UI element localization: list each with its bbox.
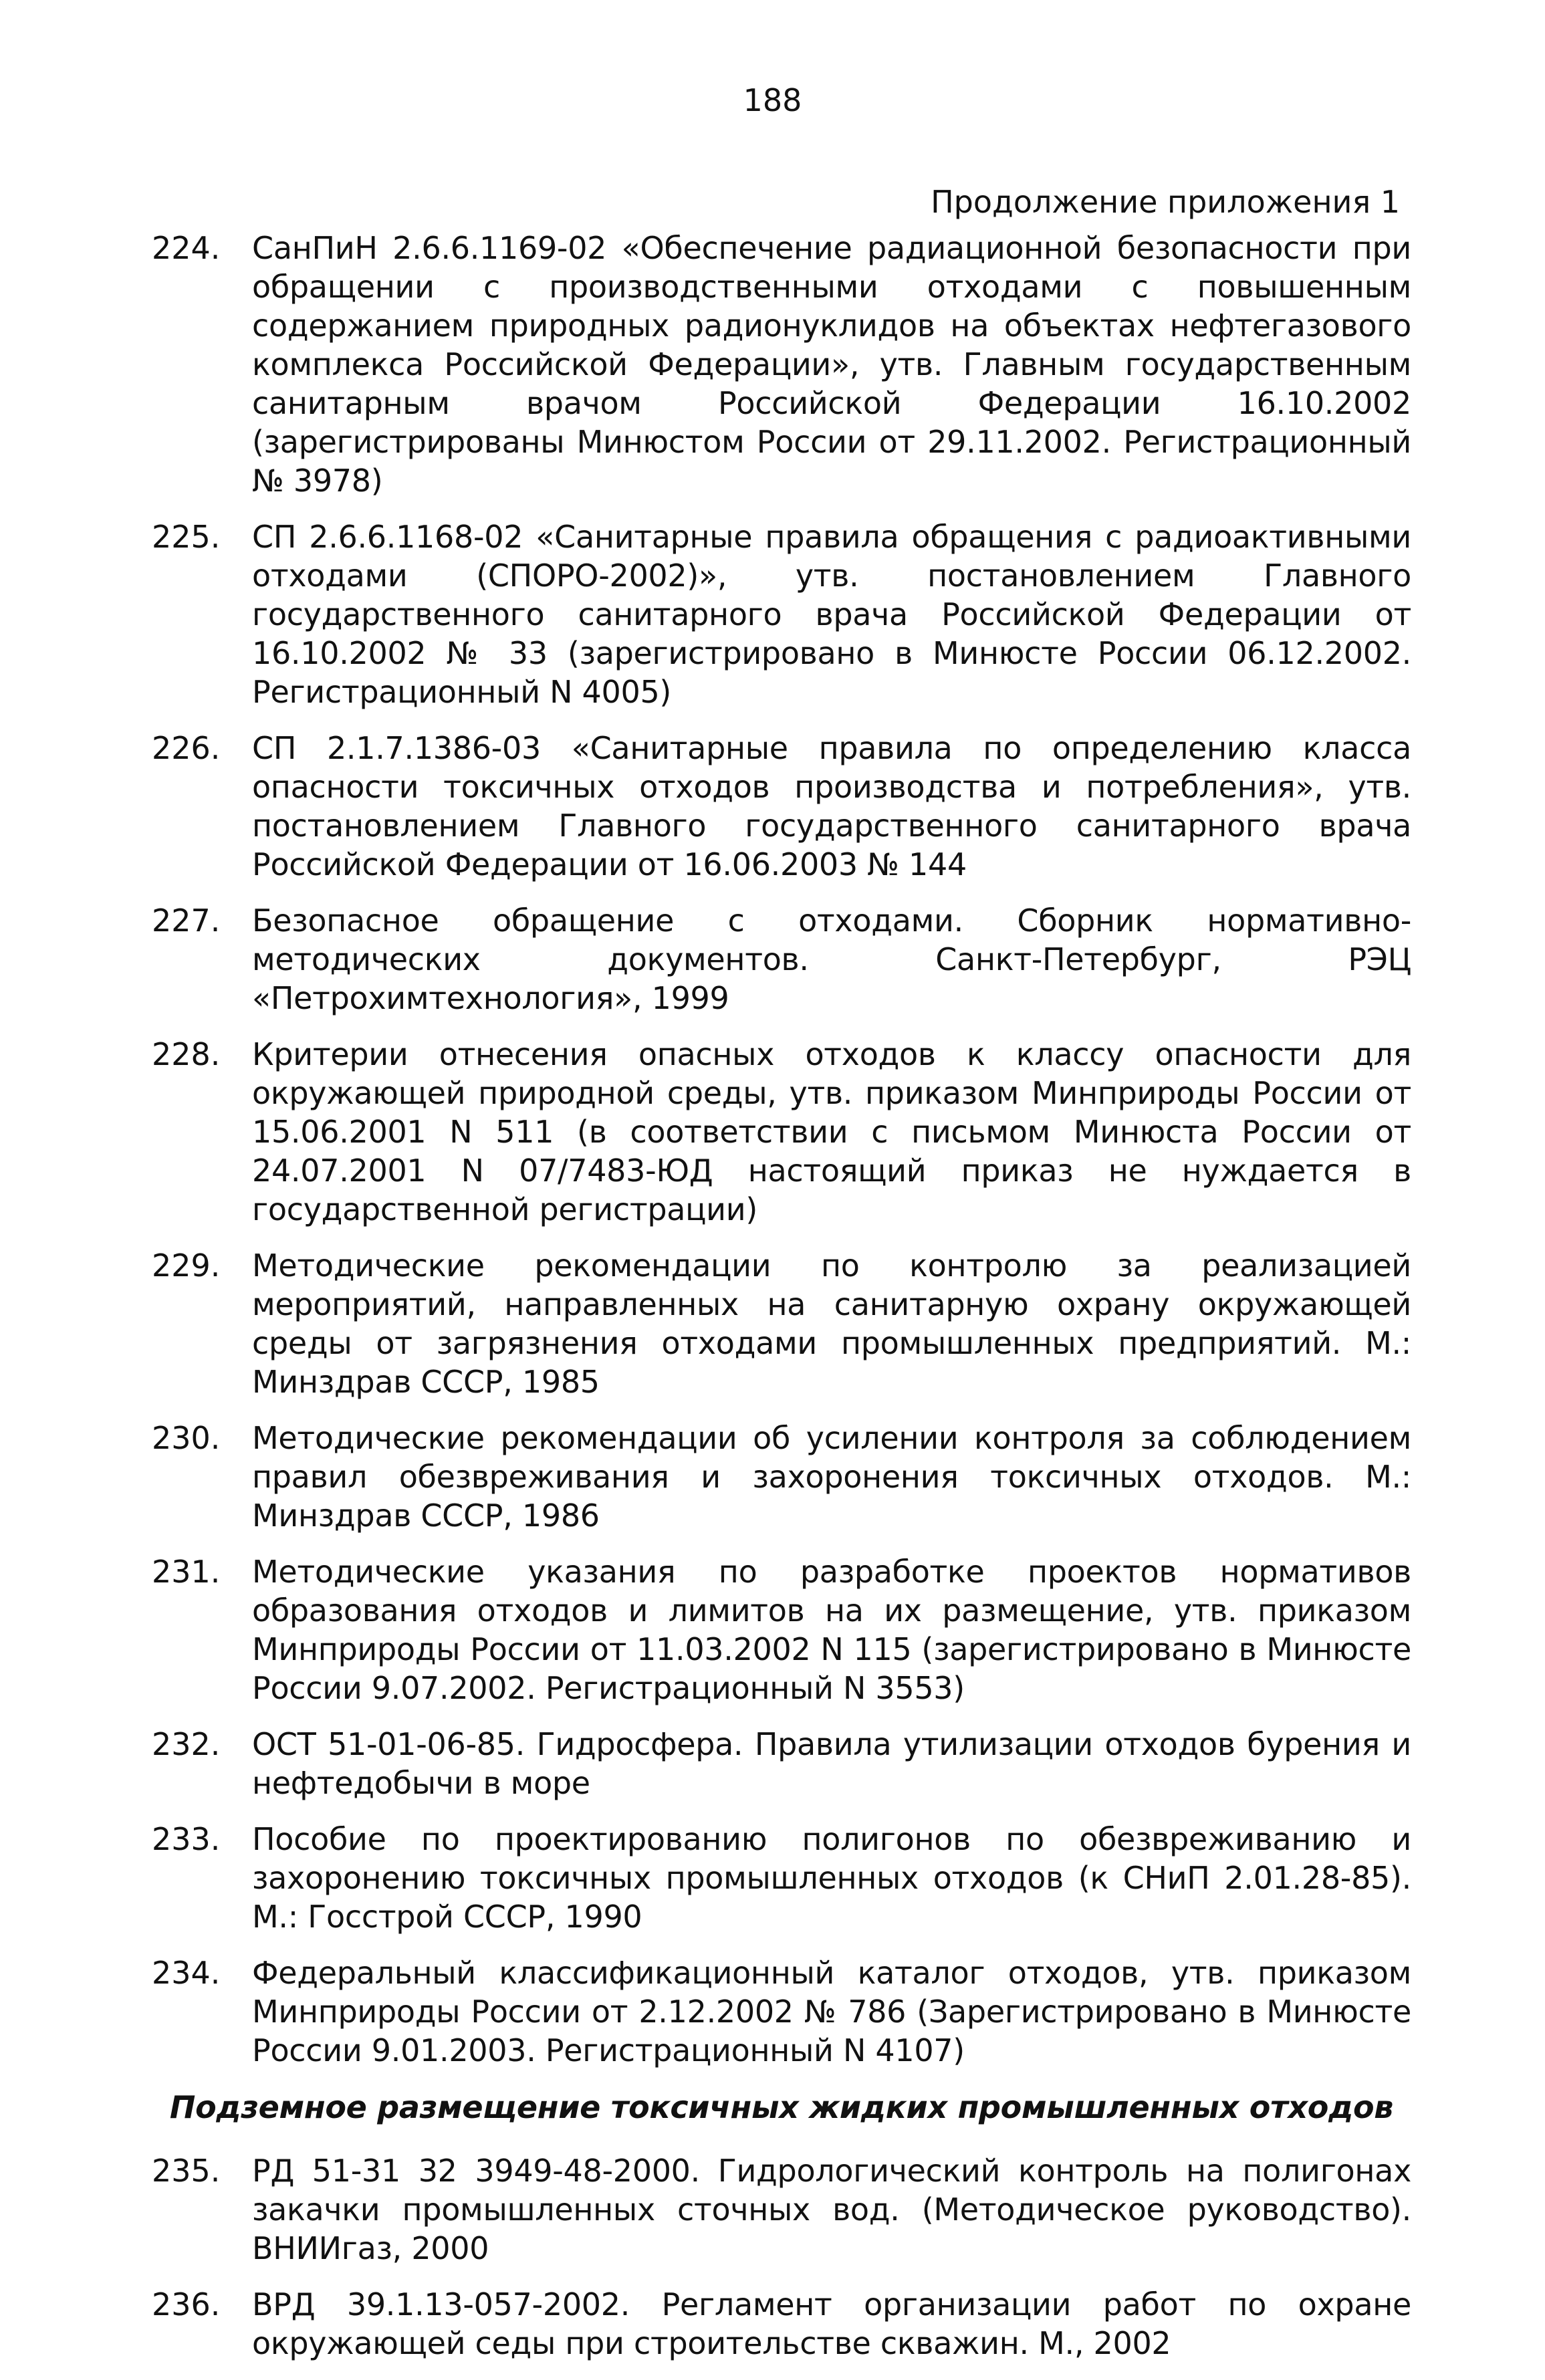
reference-number: 228. [152,1036,221,1072]
list-item [152,1552,1411,1707]
reference-number: 235. [152,2153,221,2189]
reference-number: 224. [152,230,221,266]
reference-text: РД 51-31 32 3949-48-2000. Гидрологический контроль на полигонах закачки промышленных сточных вод. (Методическое руководство). ВНИИгаз, 2000 [252,2153,1411,2266]
reference-text: СП 2.6.6.1168-02 «Санитарные правила обращения с радиоактивными отходами (СПОРО-2002)», утв. постановлением Главного государственного санитарного врача Российской Федерации от 16.10.2002 № 33 (зарегистрировано в Минюсте России 06.12.2002. Регистрационный N 4005) [252,519,1411,710]
reference-number: 232. [152,1726,221,1762]
reference-number: 234. [152,1955,221,1991]
list-item [152,2151,1411,2268]
reference-list-underground [152,2151,1411,2363]
list-item [152,2285,1411,2363]
reference-list [152,229,1411,2070]
reference-text: Методические рекомендации по контролю за реализацией мероприятий, направленных на санитарную охрану окружающей среды от загрязнения отходами промышленных предприятий. М.: Минздрав СССР, 1985 [252,1247,1411,1400]
reference-number: 226. [152,730,221,766]
reference-text: ВРД 39.1.13-057-2002. Регламент организации работ по охране окружающей седы при строительстве скважин. М., 2002 [252,2286,1411,2361]
reference-number: 225. [152,519,221,555]
reference-text: Безопасное обращение с отходами. Сборник нормативно-методических документов. Санкт-Петербург, РЭЦ «Петрохимтехнология», 1999 [252,903,1411,1016]
reference-text: Методические рекомендации об усилении контроля за соблюдением правил обезвреживания и захоронения токсичных отходов. М.: Минздрав СССР, 1986 [252,1420,1411,1534]
list-item [152,1725,1411,1802]
reference-text: Федеральный классификационный каталог отходов, утв. приказом Минприроды России от 2.12.2002 № 786 (Зарегистрировано в Минюсте России 9.01.2003. Регистрационный N 4107) [252,1955,1411,2068]
list-item [152,517,1411,711]
list-item [152,1419,1411,1535]
reference-text: Критерии отнесения опасных отходов к классу опасности для окружающей природной среды, утв. приказом Минприроды России от 15.06.2001 N 511 (в соответствии с письмом Минюста России от 24.07.2001 N 07/7483-ЮД настоящий приказ не нуждается в государственной регистрации) [252,1036,1411,1227]
continuation-label: Продолжение приложения 1 [931,184,1400,220]
list-item [152,729,1411,884]
reference-number: 236. [152,2286,221,2323]
list-item [152,901,1411,1018]
reference-number: 231. [152,1554,221,1590]
reference-text: Методические указания по разработке проектов нормативов образования отходов и лимитов на их размещение, утв. приказом Минприроды России от 11.03.2002 N 115 (зарегистрировано в Минюсте России 9.07.2002. Регистрационный N 3553) [252,1554,1411,1706]
reference-text: Пособие по проектированию полигонов по обезвреживанию и захоронению токсичных промышленных отходов (к СНиП 2.01.28-85). М.: Госстрой СССР, 1990 [252,1821,1411,1935]
list-item [152,1035,1411,1229]
page-number: 188 [743,82,802,118]
list-item [152,1820,1411,1936]
reference-text: ОСТ 51-01-06-85. Гидросфера. Правила утилизации отходов бурения и нефтедобычи в море [252,1726,1411,1801]
list-item [152,1246,1411,1401]
reference-number: 229. [152,1247,221,1284]
reference-number: 227. [152,903,221,939]
section-heading: Подземное размещение токсичных жидких промышленных отходов [169,2089,1394,2125]
reference-number: 233. [152,1821,221,1857]
list-item [152,229,1411,500]
list-item [152,1953,1411,2070]
reference-text: СанПиН 2.6.6.1169-02 «Обеспечение радиационной безопасности при обращении с производственными отходами с повышенным содержанием природных радионуклидов на объектах нефтегазового комплекса Российской Федерации», утв. Главным государственным санитарным врачом Российской Федерации 16.10.2002 (зарегистрированы Минюстом России от 29.11.2002. Регистрационный № 3978) [252,230,1411,499]
reference-text: СП 2.1.7.1386-03 «Санитарные правила по определению класса опасности токсичных отходов производства и потребления», утв. постановлением Главного государственного санитарного врача Российской Федерации от 16.06.2003 № 144 [252,730,1411,882]
document-body [152,229,1411,2380]
reference-number: 230. [152,1420,221,1456]
